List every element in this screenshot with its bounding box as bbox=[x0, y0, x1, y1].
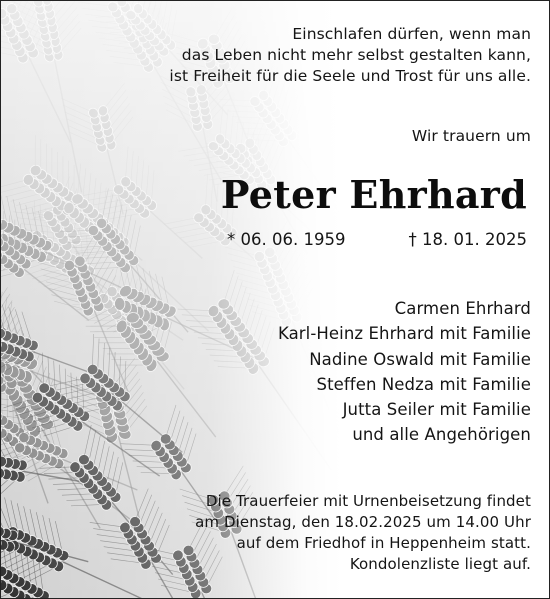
quote-line: Einschlafen dürfen, wenn man bbox=[292, 25, 531, 43]
mourner-item: Jutta Seiler mit Familie bbox=[342, 400, 531, 420]
deceased-name: Peter Ehrhard bbox=[220, 172, 527, 217]
mourner-item: Karl-Heinz Ehrhard mit Familie bbox=[277, 324, 531, 344]
quote-text bbox=[169, 24, 531, 87]
mourner-item: Steffen Nedza mit Familie bbox=[316, 374, 531, 394]
mourner-item: Carmen Ehrhard bbox=[394, 299, 531, 318]
mourner-item: Nadine Oswald mit Familie bbox=[309, 349, 531, 369]
mourner-item: und alle Angehörigen bbox=[352, 425, 531, 445]
service-line: Kondolenzliste liegt auf. bbox=[349, 555, 531, 573]
service-line: am Dienstag, den 18.02.2025 um 14.00 Uhr bbox=[195, 513, 531, 531]
service-line: Die Trauerfeier mit Urnenbeisetzung findet bbox=[205, 492, 531, 510]
service-line: auf dem Friedhof in Heppenheim statt. bbox=[236, 534, 531, 552]
quote-line: das Leben nicht mehr selbst gestalten kann, bbox=[181, 46, 531, 64]
service-info bbox=[195, 491, 531, 575]
mourners-list bbox=[278, 296, 531, 448]
death-date: † 18. 01. 2025 bbox=[408, 230, 527, 249]
birth-date: * 06. 06. 1959 bbox=[227, 230, 346, 249]
intro-text: Wir trauern um bbox=[411, 127, 531, 145]
quote-line: ist Freiheit für die Seele und Trost für uns alle. bbox=[169, 67, 531, 85]
